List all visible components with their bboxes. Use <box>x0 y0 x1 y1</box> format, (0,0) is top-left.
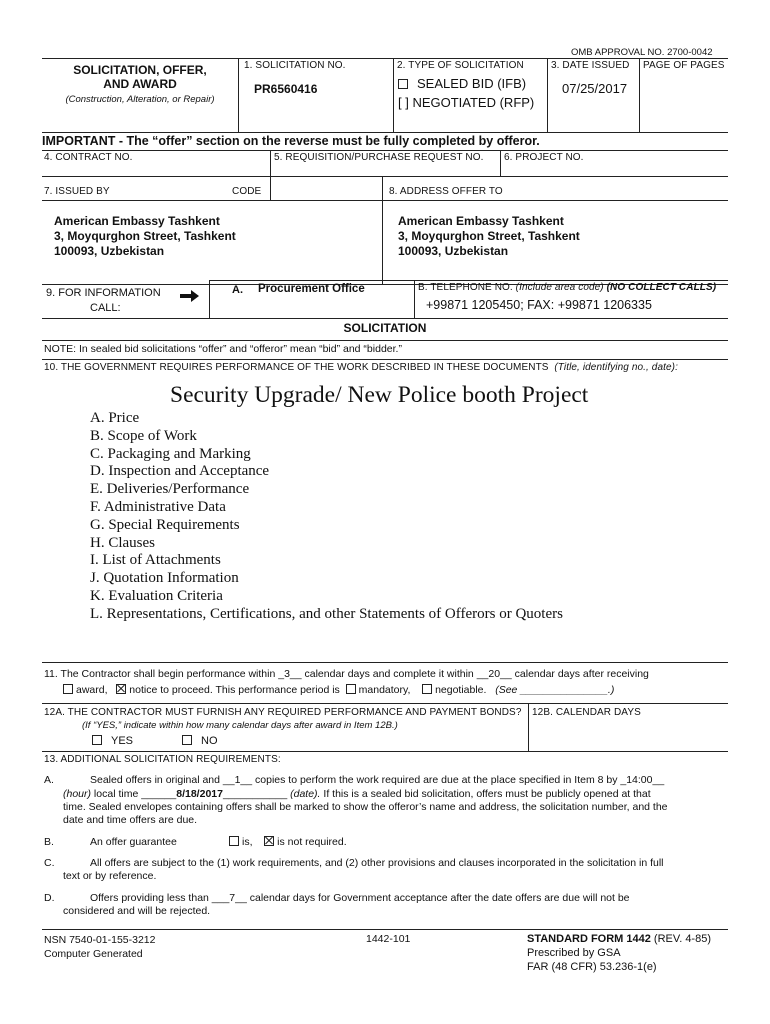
list-item: L. Representations, Certifications, and other Statements of Offerors or Quoters <box>90 605 563 622</box>
telephone-area-note: (Include area code) <box>515 282 604 293</box>
req-d-letter: D. <box>44 892 55 904</box>
arrow-right-icon <box>180 289 200 308</box>
requisition-no-label: 5. REQUISITION/PURCHASE REQUEST NO. <box>274 152 484 163</box>
far-reference: FAR (48 CFR) 53.236-1(e) <box>527 961 657 973</box>
date-issued-value: 07/25/2017 <box>562 81 628 96</box>
list-item: H. Clauses <box>90 534 155 551</box>
offer-guarantee-options <box>229 836 347 849</box>
list-item: E. Deliveries/Performance <box>90 481 250 498</box>
req-d-line1: Offers providing less than ___7__ calendar days for Government acceptance after the date offers are due will not be <box>90 892 630 904</box>
work-description-note: (Title, identifying no., date): <box>554 362 678 373</box>
no-collect-calls: (NO COLLECT CALLS) <box>606 282 717 293</box>
sealed-bid-option[interactable] <box>398 76 526 91</box>
issued-by-label: 7. ISSUED BY <box>44 186 110 197</box>
issued-by-line3: 100093, Uzbekistan <box>54 244 165 258</box>
address-offer-to <box>398 214 580 259</box>
req-c-line1: All offers are subject to the (1) work requirements, and (2) other provisions and clauses incorporated in the solicitation in full <box>90 857 664 869</box>
negotiable-checkbox[interactable] <box>422 684 432 694</box>
issued-by-line2: 3, Moyqurghon Street, Tashkent <box>54 229 236 243</box>
section-list <box>90 410 563 624</box>
omb-approval: OMB APPROVAL NO. 2700-0042 <box>571 47 713 58</box>
work-description-label <box>44 362 678 373</box>
page-of-pages-label: PAGE OF PAGES <box>643 60 725 71</box>
solicitation-no-value: PR6560416 <box>254 82 318 96</box>
negotiable-label: negotiable. <box>435 684 487 696</box>
work-description-label-text: 10. THE GOVERNMENT REQUIRES PERFORMANCE OF THE WORK DESCRIBED IN THESE DOCUMENTS <box>44 362 549 373</box>
req-d-line2: considered and will be rejected. <box>63 905 211 917</box>
guarantee-not-required-label: is not required. <box>277 836 347 848</box>
form-code: 1442-101 <box>366 933 411 945</box>
telephone-label-text: B. TELEPHONE NO. <box>418 282 513 293</box>
footer-right <box>527 932 711 974</box>
standard-form-title: STANDARD FORM 1442 <box>527 933 651 945</box>
bonds-yes-checkbox[interactable] <box>92 735 102 745</box>
req-b-letter: B. <box>44 836 54 848</box>
sealed-bid-checkbox[interactable] <box>398 79 408 89</box>
guarantee-is-checkbox[interactable] <box>229 836 239 846</box>
form-title <box>42 63 238 91</box>
solicitation-no-label: 1. SOLICITATION NO. <box>244 60 346 71</box>
code-label: CODE <box>232 186 262 197</box>
issued-by-address <box>54 214 236 259</box>
sealed-bid-label: SEALED BID (IFB) <box>417 76 527 91</box>
guarantee-is-label: is, <box>242 836 253 848</box>
notice-to-proceed-label: notice to proceed. This performance period is <box>129 684 340 696</box>
req-a-letter: A. <box>44 774 54 786</box>
telephone-label <box>418 282 716 293</box>
address-offer-to-line3: 100093, Uzbekistan <box>398 244 509 258</box>
contract-no-label: 4. CONTRACT NO. <box>44 152 133 163</box>
for-information-line2: CALL: <box>90 302 121 314</box>
list-item: B. Scope of Work <box>90 427 197 444</box>
req-a-line4: date and time offers are due. <box>63 814 198 826</box>
req-a-line1: Sealed offers in original and __1__ copies to perform the work required are due at the place specified in Item 8 by _14:00__ <box>90 774 665 786</box>
issued-by-line1: American Embassy Tashkent <box>54 214 220 228</box>
additional-requirements-label: 13. ADDITIONAL SOLICITATION REQUIREMENTS: <box>44 754 281 765</box>
bonds-yes-label: YES <box>111 735 134 747</box>
info-a-letter: A. <box>232 284 244 296</box>
address-offer-to-line1: American Embassy Tashkent <box>398 214 564 228</box>
standard-form-rev: (REV. 4-85) <box>650 933 711 945</box>
project-no-label: 6. PROJECT NO. <box>504 152 584 163</box>
req-a-line3: time. Sealed envelopes containing offers shall be marked to show the offeror’s name and address, the solicitation number, and the <box>63 801 668 813</box>
sealed-bid-note: NOTE: In sealed bid solicitations “offer” and “offeror” mean “bid” and “bidder.” <box>44 343 402 355</box>
hour-note: (hour) <box>63 788 92 800</box>
important-notice: IMPORTANT - The “offer” section on the reverse must be fully completed by offeror. <box>42 134 540 148</box>
for-information-label <box>46 286 161 316</box>
due-date: 8/18/2017 <box>176 788 223 800</box>
req-a-line2 <box>63 788 651 801</box>
bonds-note: (If “YES,” indicate within how many calendar days after award in Item 12B.) <box>82 720 398 731</box>
guarantee-not-required-checkbox[interactable] <box>264 836 274 846</box>
form-subtitle: (Construction, Alteration, or Repair) <box>65 94 215 105</box>
award-checkbox[interactable] <box>63 684 73 694</box>
form-title-line2: AND AWARD <box>103 77 177 91</box>
req-c-letter: C. <box>44 857 55 869</box>
local-time-text: local time ______ <box>91 788 177 800</box>
prescribed-by: Prescribed by GSA <box>527 947 621 959</box>
mandatory-checkbox[interactable] <box>346 684 356 694</box>
calendar-days-label: 12B. CALENDAR DAYS <box>532 707 641 718</box>
performance-options <box>63 684 614 697</box>
bonds-no-option[interactable] <box>182 735 218 747</box>
for-information-line1: 9. FOR INFORMATION <box>46 287 161 299</box>
type-of-solicitation-label: 2. TYPE OF SOLICITATION <box>397 60 524 71</box>
list-item: K. Evaluation Criteria <box>90 587 223 604</box>
bonds-no-label: NO <box>201 735 218 747</box>
list-item: J. Quotation Information <box>90 570 239 587</box>
list-item: C. Packaging and Marking <box>90 445 251 462</box>
form-title-line1: SOLICITATION, OFFER, <box>73 63 207 77</box>
address-offer-to-line2: 3, Moyqurghon Street, Tashkent <box>398 229 580 243</box>
performance-period-text: 11. The Contractor shall begin performance within _3__ calendar days and complete it within __20__ calendar days after receiving <box>44 668 649 680</box>
list-item: D. Inspection and Acceptance <box>90 463 270 480</box>
bonds-yes-option[interactable] <box>92 735 133 747</box>
computer-generated: Computer Generated <box>44 948 143 960</box>
telephone-value: +99871 1205450; FAX: +99871 1206335 <box>426 298 652 312</box>
see-reference: (See _______________.) <box>495 684 615 696</box>
date-note: (date). <box>290 788 321 800</box>
date-issued-label: 3. DATE ISSUED <box>551 60 630 71</box>
address-offer-to-label: 8. ADDRESS OFFER TO <box>389 186 503 197</box>
negotiated-option: [ ] NEGOTIATED (RFP) <box>398 95 535 110</box>
award-label: award, <box>76 684 108 696</box>
project-title: Security Upgrade/ New Police booth Project <box>170 382 589 408</box>
list-item: G. Special Requirements <box>90 516 240 533</box>
bonds-label: 12A. THE CONTRACTOR MUST FURNISH ANY REQUIRED PERFORMANCE AND PAYMENT BONDS? <box>44 707 522 718</box>
req-c-line2: text or by reference. <box>63 870 157 882</box>
list-item: F. Administrative Data <box>90 498 226 515</box>
mandatory-label: mandatory, <box>358 684 411 696</box>
list-item: A. Price <box>90 410 140 426</box>
procurement-office: Procurement Office <box>258 283 365 295</box>
footer-left <box>44 933 156 961</box>
list-item: I. List of Attachments <box>90 552 221 569</box>
notice-to-proceed-checkbox[interactable] <box>116 684 126 694</box>
offer-guarantee-text: An offer guarantee <box>90 836 177 848</box>
due-date-blank: ___________ <box>222 788 291 800</box>
nsn-number: NSN 7540-01-155-3212 <box>44 934 156 946</box>
opening-text: If this is a sealed bid solicitation, offers must be publicly opened at that <box>320 788 651 800</box>
solicitation-heading: SOLICITATION <box>343 321 427 335</box>
bonds-no-checkbox[interactable] <box>182 735 192 745</box>
